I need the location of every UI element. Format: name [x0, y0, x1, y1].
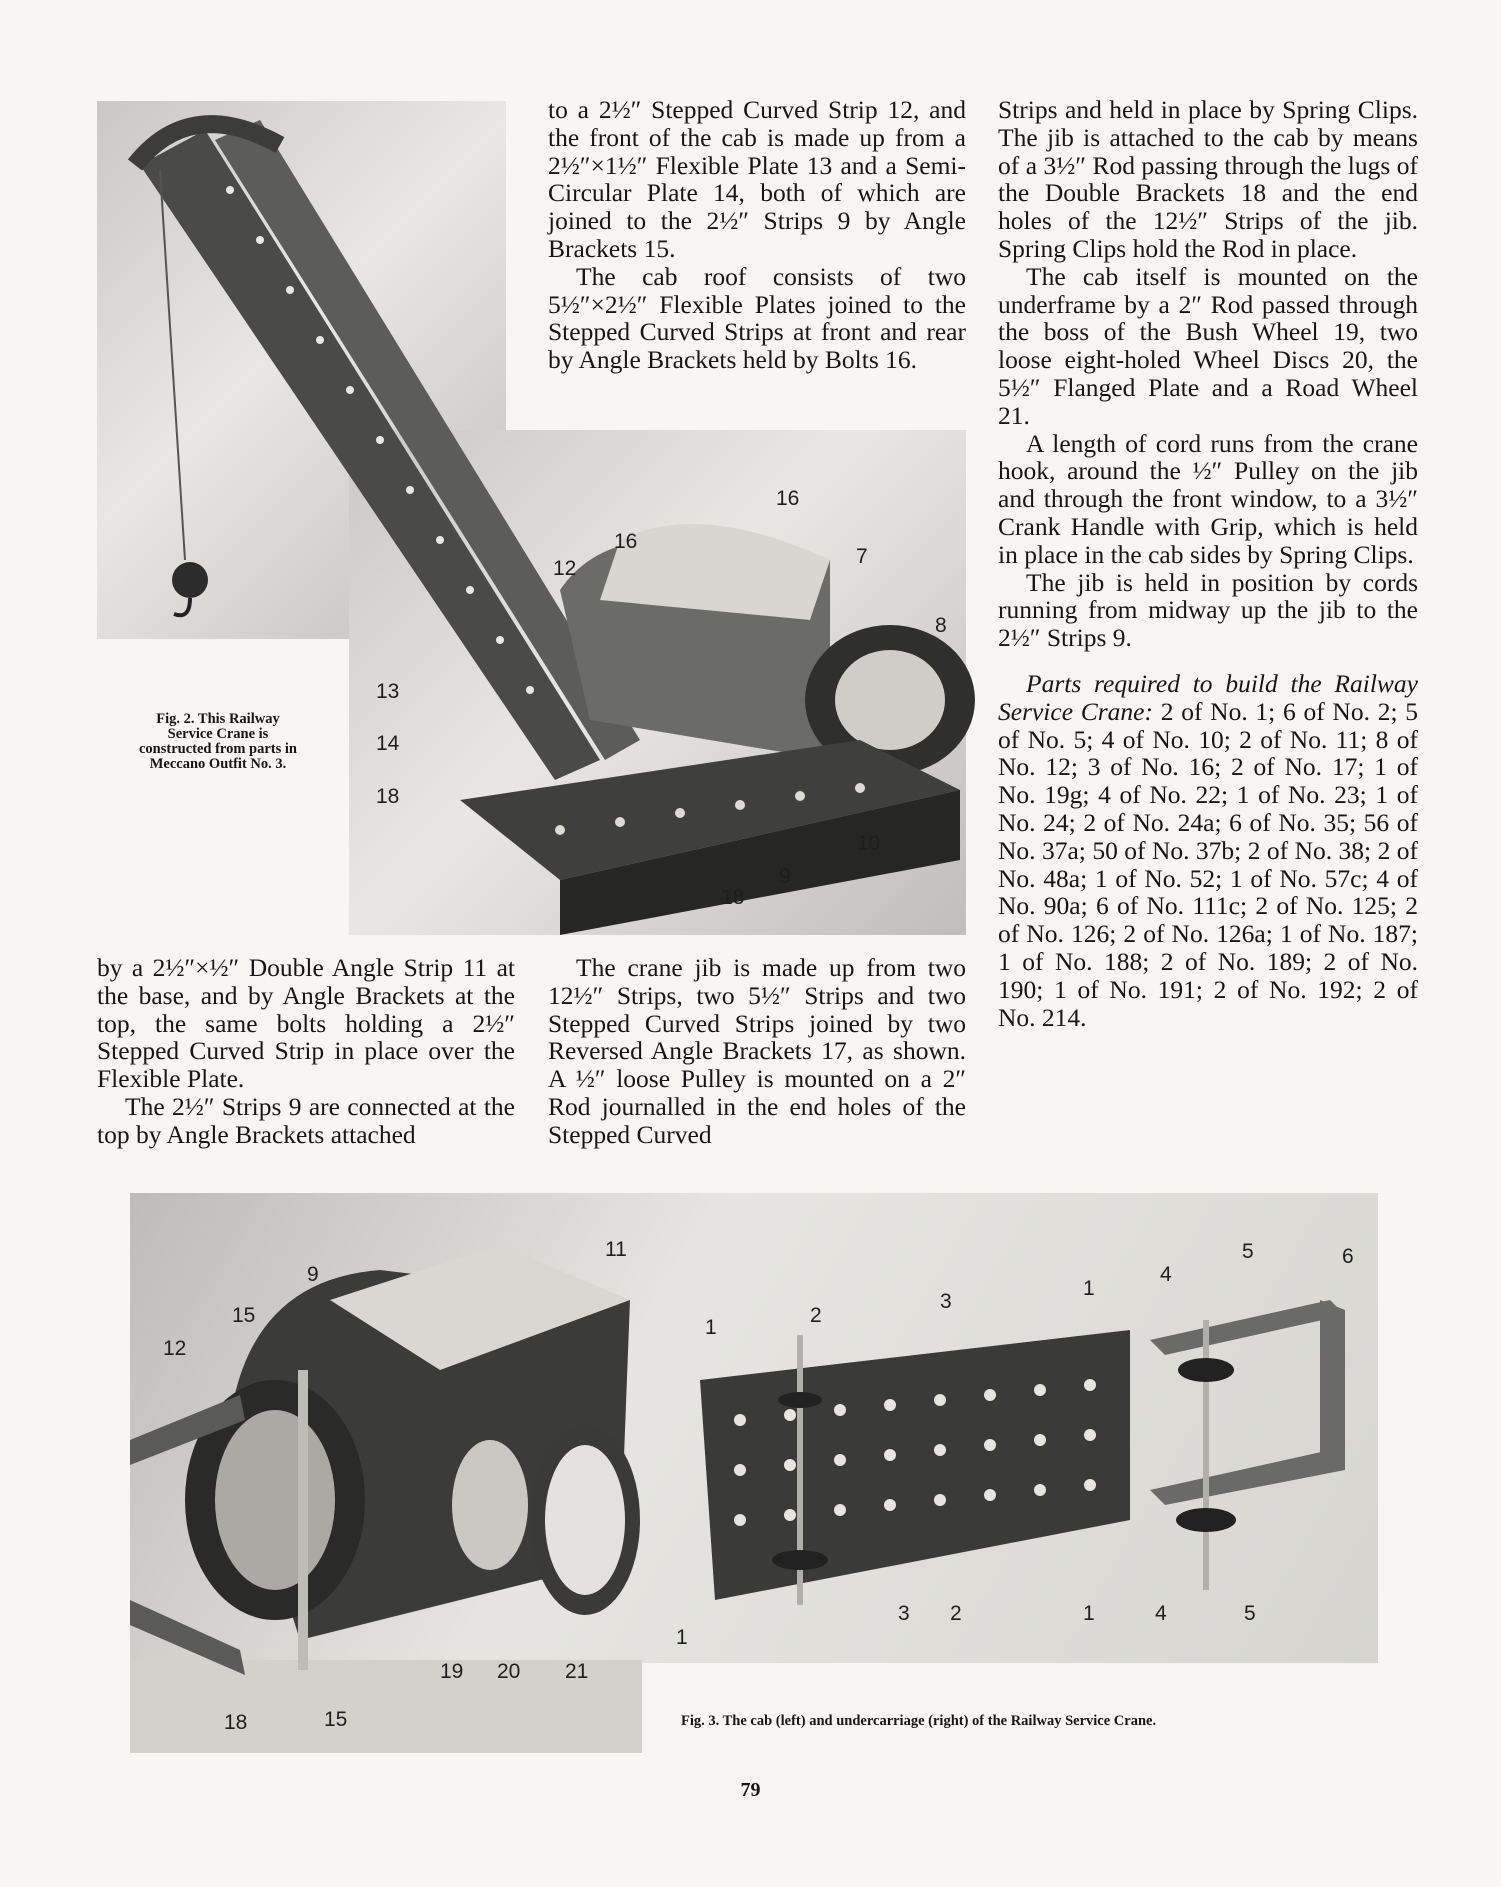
fig2-label: 8 — [935, 614, 947, 637]
parts-items: 2 of No. 1; 6 of No. 2; 5 of No. 5; 4 of No. 10; 2 of No. 11; 8 of No. 12; 3 of No. 16; 2 of No. 17; 1 of No. 19g; 4 of No. 22; 1 of No. 23; 1 of No. 24; 2 of No. 24a; 6 of No. 35; 56 of No. 37a; 50 of No. 37b; 2 of No. 38; 2 of No. 48a; 1 of No. 52; 1 of No. 57c; 4 of No. 90a; 6 of No. 111c; 2 of No. 125; 2 of No. 126; 2 of No. 126a; 1 of No. 187; 1 of No. 188; 2 of No. 189; 2 of No. 190; 1 of No. 191; 2 of No. 192; 2 of No. 214. — [998, 696, 1419, 1032]
paragraph: The 2½″ Strips 9 are connected at the top by Angle Brackets attached — [97, 1091, 515, 1149]
fig2-label: 18 — [721, 886, 745, 909]
page-number: 79 — [740, 1779, 761, 1801]
fig3-label: 3 — [898, 1602, 910, 1625]
fig3-label: 12 — [163, 1337, 187, 1360]
fig3-label: 5 — [1242, 1240, 1254, 1263]
fig2-label: 12 — [553, 557, 577, 580]
fig3-label: 2 — [810, 1304, 822, 1327]
fig2-label: 18 — [376, 785, 400, 808]
fig3-label: 15 — [232, 1304, 256, 1327]
fig3-label: 2 — [950, 1602, 962, 1625]
fig3-label: 9 — [307, 1263, 319, 1286]
paragraph: The jib is held in position by cords running from midway up the jib to the 2½″ Strips 9. — [998, 567, 1418, 653]
fig3-caption: Fig. 3. The cab (left) and undercarriage (right) of the Railway Service Crane. — [681, 1713, 1157, 1729]
fig3-label: 1 — [1083, 1602, 1095, 1625]
fig3-label: 1 — [676, 1626, 688, 1649]
paragraph: The cab itself is mounted on the underframe by a 2″ Rod passed through the boss of the Bush Wheel 19, two loose eight-holed Wheel Discs 20, the 5½″ Flanged Plate and a Road Wheel 21. — [998, 261, 1418, 430]
paragraph: by a 2½″×½″ Double Angle Strip 11 at the base, and by Angle Brackets at the top, the same bolts holding a 2½″ Stepped Curved Strip in place over the Flexible Plate. — [97, 953, 515, 1094]
fig3-label: 21 — [565, 1660, 589, 1683]
paragraph: to a 2½″ Stepped Curved Strip 12, and the front of the cab is made up from a 2½″×1½″ Flexible Plate 13 and a Semi-Circular Plate 14, both of which are joined to the 2½″ Strips 9 by Angle Brackets 15. — [548, 95, 966, 263]
fig3-label: 4 — [1160, 1263, 1172, 1286]
fig2-label: 16 — [776, 487, 800, 510]
fig2-label: 10 — [857, 832, 881, 855]
fig3-label: 1 — [1083, 1277, 1095, 1300]
fig3-label: 19 — [440, 1660, 464, 1683]
fig3-label: 15 — [324, 1708, 348, 1731]
fig3-label: 6 — [1342, 1245, 1354, 1268]
fig2-label: 14 — [376, 732, 400, 755]
fig2-caption: Fig. 2. This Railway Service Crane is constructed from parts in Meccano Outfit No. 3. — [138, 711, 297, 772]
fig3-label: 11 — [605, 1238, 627, 1261]
paragraph: A length of cord runs from the crane hook, around the ½″ Pulley on the jib and through the front window, to a 3½″ Crank Handle with Grip, which is held in place in the cab sides by Spring Clips. — [998, 428, 1418, 569]
fig3-label: 18 — [224, 1711, 248, 1734]
fig3-label: 3 — [940, 1290, 952, 1313]
paragraph: Strips and held in place by Spring Clips. The jib is attached to the cab by means of a 3½″ Rod passing through the lugs of the Double Brackets 18 and the end holes of the 12½″ Strips of the jib. Spring Clips hold the Rod in place. — [998, 95, 1418, 263]
fig3-label: 5 — [1244, 1602, 1256, 1625]
fig3-label: 20 — [497, 1660, 521, 1683]
fig3-label: 4 — [1155, 1602, 1167, 1625]
fig2-label: 13 — [376, 680, 400, 703]
paragraph: The cab roof consists of two 5½″×2½″ Flexible Plates joined to the Stepped Curved Strips at front and rear by Angle Brackets held by Bolts 16. — [548, 261, 966, 375]
parts-heading: Parts required to build the Railway Service Crane: — [998, 668, 1418, 726]
fig2-label: 16 — [614, 530, 638, 553]
paragraph: The crane jib is made up from two 12½″ Strips, two 5½″ Strips and two Stepped Curved Strips joined by two Reversed Angle Brackets 17, as shown. A ½″ loose Pulley is mounted on a 2″ Rod journalled in the end holes of the Stepped Curved — [548, 953, 966, 1149]
fig2-label: 9 — [779, 865, 791, 888]
fig3-label: 1 — [705, 1316, 717, 1339]
fig2-label: 7 — [856, 545, 868, 568]
